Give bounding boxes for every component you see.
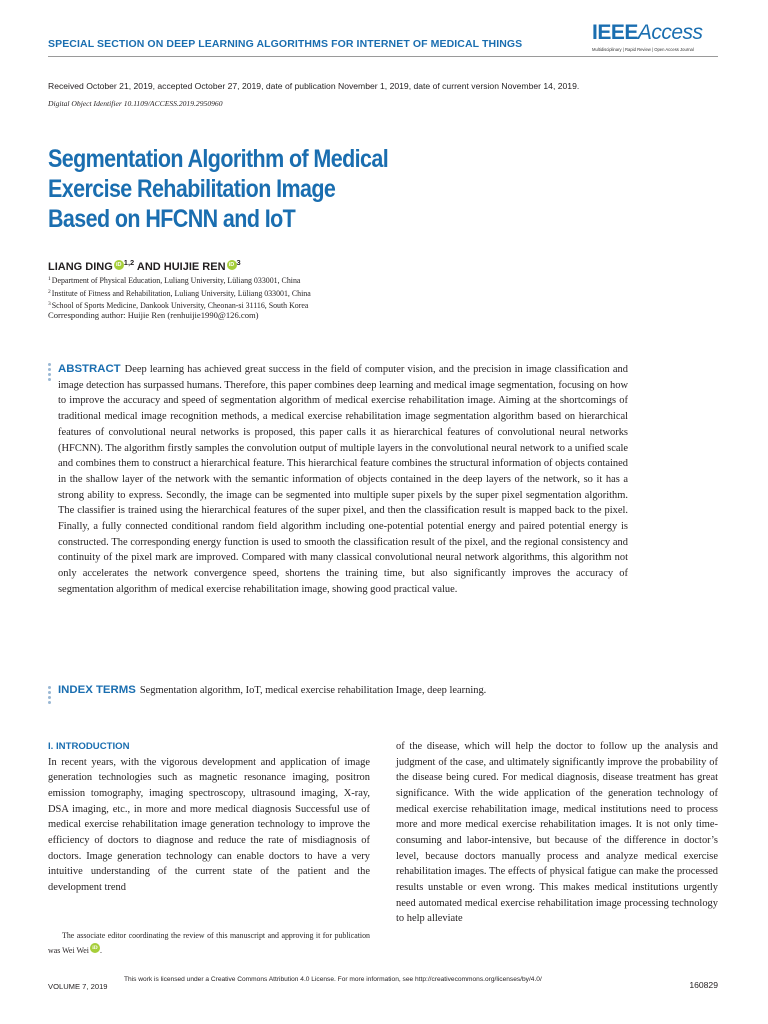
- author-affiliation-mark: 1,2: [123, 258, 135, 267]
- index-terms-marker-icon: [48, 686, 51, 706]
- intro-text-right: of the disease, which will help the doctor to follow up the analysis and judgment of the case, and ultimately significantly improve the probability of the disease being cured. For medical diagnosis, disease treatment has great significance. With the wide application of the generation technology of medical exercise rehabilitation image, medical institutions need to process more and more medical exercise rehabilitation images. It is not only time-consuming and labor-intensive, but because of the difference in doctor’s level, because doctors manually process and analyze medical exercise rehabilitation images. The effects of physical fatigue can make the processed results unstable or even wrong. This makes medical institutions urgently need automated medical exercise rehabilitation image processing technology to help alleviate: [396, 741, 718, 925]
- special-section-label: SPECIAL SECTION ON DEEP LEARNING ALGORITHMS FOR INTERNET OF MEDICAL THINGS: [48, 38, 523, 50]
- author-name: HUIJIE REN: [163, 261, 226, 273]
- paper-title: [48, 144, 530, 234]
- orcid-icon[interactable]: iD: [90, 943, 100, 953]
- author-name: LIANG DING: [48, 261, 113, 273]
- author-affiliation-mark: 3: [236, 258, 241, 267]
- author-conjunction: AND: [136, 261, 161, 273]
- journal-logo: [592, 22, 718, 52]
- doi: Digital Object Identifier 10.1109/ACCESS.2019.2950960: [48, 99, 223, 108]
- orcid-icon[interactable]: iD: [114, 260, 124, 270]
- index-terms: [58, 684, 658, 696]
- footer-volume: VOLUME 7, 2019: [48, 982, 108, 991]
- intro-text-left: In recent years, with the vigorous development and application of image generation technologies such as magnetic resonance imaging, positron emission tomography, imaging spectroscopy, ultrasound imaging, X-ray, DSA imaging, etc., in more and more medical diagnosis Successful use of medical exercise rehabilitation image generation technology to improve the efficiency of doctors to diagnose and reduce the rate of misdiagnosis of doctors. Image generation technology can enable doctors to have a very intuitive understanding of the current state of the patient and the development trend: [48, 756, 370, 893]
- header-divider: [48, 56, 718, 57]
- footer-page-number: 160829: [689, 980, 718, 990]
- left-column: [48, 739, 370, 896]
- orcid-icon[interactable]: iD: [227, 260, 237, 270]
- received-dates: Received October 21, 2019, accepted October 27, 2019, date of publication November 1, 2019, date of current version November 14, 2019.: [48, 81, 580, 91]
- index-terms-label: INDEX TERMS: [58, 684, 136, 696]
- affiliation-line: $^3$School of Sports Medicine, Dankook University, Cheonan-si 31116, South Korea: [48, 301, 309, 310]
- title-line: Segmentation Algorithm of Medical: [48, 145, 389, 173]
- right-column: [396, 739, 718, 927]
- title-line: Exercise Rehabilitation Image: [48, 175, 336, 203]
- index-terms-text: Segmentation algorithm, IoT, medical exercise rehabilitation Image, deep learning.: [139, 685, 487, 696]
- abstract-label: ABSTRACT: [58, 363, 121, 375]
- section-heading: I. INTRODUCTION: [48, 741, 130, 752]
- abstract-text: Deep learning has achieved great success in the field of computer vision, and the precision in image classification and image detection has surpassed humans. Therefore, this paper combines deep learning and medical image segmentation, focusing on how to improve the accuracy and speed of segmentation algorithm of medical exercise rehabilitation image. Aiming at the shortcomings of traditional medical image recognition methods, a medical exercise rehabilitation image segmentation algorithm based on hierarchical features of convolutional neural networks is proposed, this paper calls it as hierarchical features of convolutional neural networks (HFCNN). The algorithm firstly samples the convolution output of multiple layers in the convolutional neural network to a unified scale and combines them to construct a hierarchical feature. This hierarchical feature combines the structural information of objects contained in the shallow layer of the network with the semantic information of objects contained in the deep layers of the network, so it has a strong ability to express. Secondly, the image can be segmented into multiple super pixels by the super pixel segmentation algorithm. The classifier is trained using the hierarchical features of the super pixel, and then the classification result is mapped back to the pixel. Finally, a fully connected conditional random field algorithm including one-potential potential energy and paired potential energy is constructed. The corresponding energy function is used to smooth the classification result of the pixel, and the regional consistency and continuity of the pixel mark are improved. Compared with many classical convolutional neural network algorithms, this algorithm not only accelerates the network convergence speed, shortens the training time, but also significantly improves the accuracy of segmentation algorithm of medical exercise rehabilitation image, showing good practical value.: [58, 364, 628, 595]
- corresponding-author: Corresponding author: Huijie Ren (renhuijie1990@126.com): [48, 310, 259, 320]
- logo-access: Access: [637, 21, 703, 44]
- abstract-marker-icon: [48, 363, 51, 383]
- footer-license: This work is licensed under a Creative Commons Attribution 4.0 License. For more information, see http://creativecommons.org/licenses/by/4.0/: [124, 976, 542, 983]
- title-line: Based on HFCNN and IoT: [48, 205, 296, 233]
- affiliation-line: $^1$Department of Physical Education, Luliang University, Lüliang 033001, China: [48, 276, 301, 285]
- affiliation-line: $^2$Institute of Fitness and Rehabilitation, Luliang University, Lüliang 033001, China: [48, 288, 311, 298]
- logo-ieee: IEEE: [592, 21, 638, 44]
- editor-footnote: The associate editor coordinating the review of this manuscript and approving it for publication was Wei Wei iD .: [48, 931, 370, 955]
- affiliations: [48, 274, 311, 312]
- journal-tagline: Multidisciplinary | Rapid Review | Open Access Journal: [592, 47, 694, 52]
- abstract: [58, 362, 628, 598]
- author-list: [48, 258, 241, 273]
